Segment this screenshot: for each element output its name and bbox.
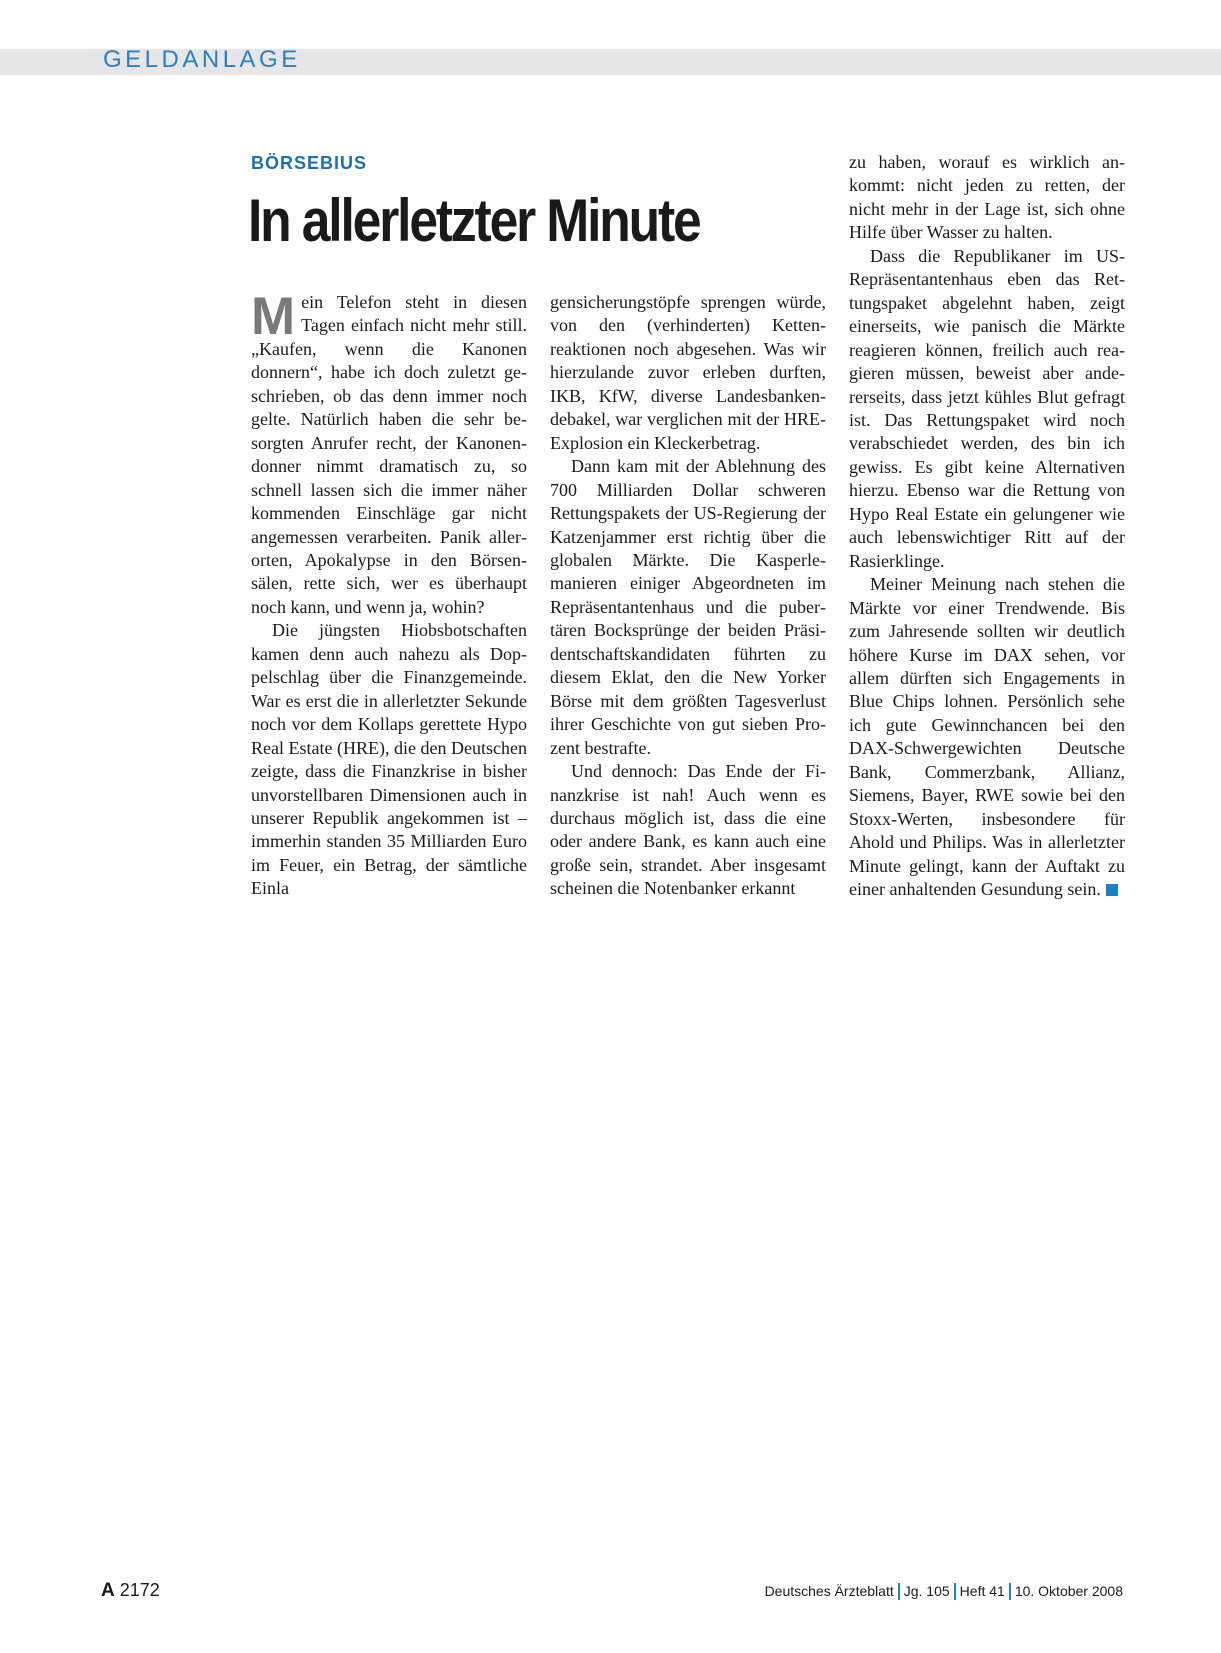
journal-name: Deutsches Ärzteblatt xyxy=(764,1583,894,1599)
journal-date: 10. Oktober 2008 xyxy=(1014,1583,1123,1599)
end-of-article-square-icon xyxy=(1106,884,1118,896)
paragraph-4-part-2 xyxy=(849,151,1125,245)
drop-cap: M xyxy=(251,287,296,346)
paragraph-5: Dass die Republikaner im US-Repräsentantenhaus eben das Rettungspaket abgelehnt haben, zeigt einerseits, wie panisch die Märkte reagieren können, freilich auch reagieren müssen, beweist aber andererseits, dass jetzt kühles Blut gefragt ist. Das Rettungspaket wird noch verabschiedet werden, des bin ich gewiss. Es gibt keine Alternativen hierzu. Ebenso war die Rettung von Hypo Real Estate ein gelungener wie auch lebenswichtiger Ritt auf der Rasierklinge. xyxy=(849,245,1125,571)
p2-head: Die jüngsten Hiobsbotschaften kamen denn auch nahezu als Doppelschlag über die Finanzgemeinde. War es erst die in allerletzter Sekunde noch vor dem Kollaps gerettete Hypo Real Estate (HRE), die den Deutschen zeigte, dass die Finanzkrise in bisher unvorstellbaren Dimensionen auch in unserer Republik angekommen ist – immerhin standen 35 Milliarden Euro im Feuer, ein Betrag, der sämtliche Einla xyxy=(251,620,527,899)
p2-tail: gensicherungstöpfe sprengen würde, von den (verhinderten) Kettenreaktionen noch abgesehen. Was wir hierzulande zuvor erleben durften, IKB, KfW, diverse Landesbankendebakel, war verglichen mit der HRE-Explosion ein Kleckerbetrag. xyxy=(550,292,826,453)
paragraph-4-part-1 xyxy=(550,760,826,901)
paragraph-2-part-2 xyxy=(550,291,826,455)
separator-bar xyxy=(898,1583,900,1600)
publication-info xyxy=(765,1582,1123,1600)
journal-issue: Heft 41 xyxy=(959,1583,1005,1599)
paragraph-3: Dann kam mit der Ablehnung des 700 Milliarden Dollar schweren Rettungspakets der US-Regierung der Katzenjammer erst richtig über die globalen Märkte. Die Kasperlemanieren einiger Abgeordneten im Repräsentantenhaus und die pubertären Bocksprünge der beiden Präsidentschaftskandidaten führten zu diesem Eklat, den die New Yorker Börse mit dem größten Tagesverlust ihrer Geschichte von gut sieben Prozent bestrafte. xyxy=(550,456,826,758)
section-label: GELDANLAGE xyxy=(103,46,301,73)
paragraph-2-part-1 xyxy=(251,619,527,900)
text-column-3 xyxy=(849,151,1125,902)
separator-bar xyxy=(954,1583,956,1600)
journal-volume: Jg. 105 xyxy=(903,1583,950,1599)
p4-tail: zu haben, worauf es wirklich ankommt: nicht jeden zu retten, der nicht mehr in der Lage ist, sich ohne Hilfe über Wasser zu halten. xyxy=(849,152,1125,243)
paragraph-6 xyxy=(849,573,1125,901)
article-title: In allerletzter Minute xyxy=(248,187,700,254)
paragraph-1 xyxy=(251,287,527,619)
text-column-1 xyxy=(251,287,527,901)
page-prefix: A xyxy=(101,1580,115,1601)
paragraph-1-text: ein Telefon steht in diesen Tagen einfach nicht mehr still. „Kaufen, wenn die Kanonen donnern“, habe ich doch zuletzt geschrieben, ob das denn immer noch gelte. Natürlich haben die sehr besorgten Anrufer recht, der Kanonendonner nimmt dramatisch zu, so schnell lassen sich die immer näher kommenden Einschläge gar nicht angemessen verarbeiten. Panik allerorten, Apokalypse in den Börsensälen, rette sich, wer es überhaupt noch kann, und wenn ja, wohin? xyxy=(251,292,527,617)
paragraph-6-text: Meiner Meinung nach stehen die Märkte vor einer Trendwende. Bis zum Jahresende sollten wir deutlich höhere Kurse im DAX sehen, vor allem dürften sich Engagements in Blue Chips lohnen. Persönlich sehe ich gute Gewinnchancen bei den DAX-Schwergewichten Deutsche Bank, Commerzbank, Allianz, Siemens, Bayer, RWE sowie bei den Stoxx-Werten, insbesondere für Ahold und Philips. Was in allerletzter Minute gelingt, kann der Auftakt zu einer anhaltenden Gesundung sein. xyxy=(849,574,1125,900)
separator-bar xyxy=(1009,1583,1011,1600)
article-kicker: BÖRSEBIUS xyxy=(251,153,368,173)
page-number-value: 2172 xyxy=(119,1580,160,1600)
text-column-2 xyxy=(550,291,826,901)
page-number xyxy=(101,1578,160,1603)
p4-head: Und dennoch: Das Ende der Finanzkrise ist nah! Auch wenn es durchaus möglich ist, dass die eine oder andere Bank, es kann auch eine große sein, strandet. Aber insgesamt scheinen die Notenbanker erkannt xyxy=(550,761,826,899)
